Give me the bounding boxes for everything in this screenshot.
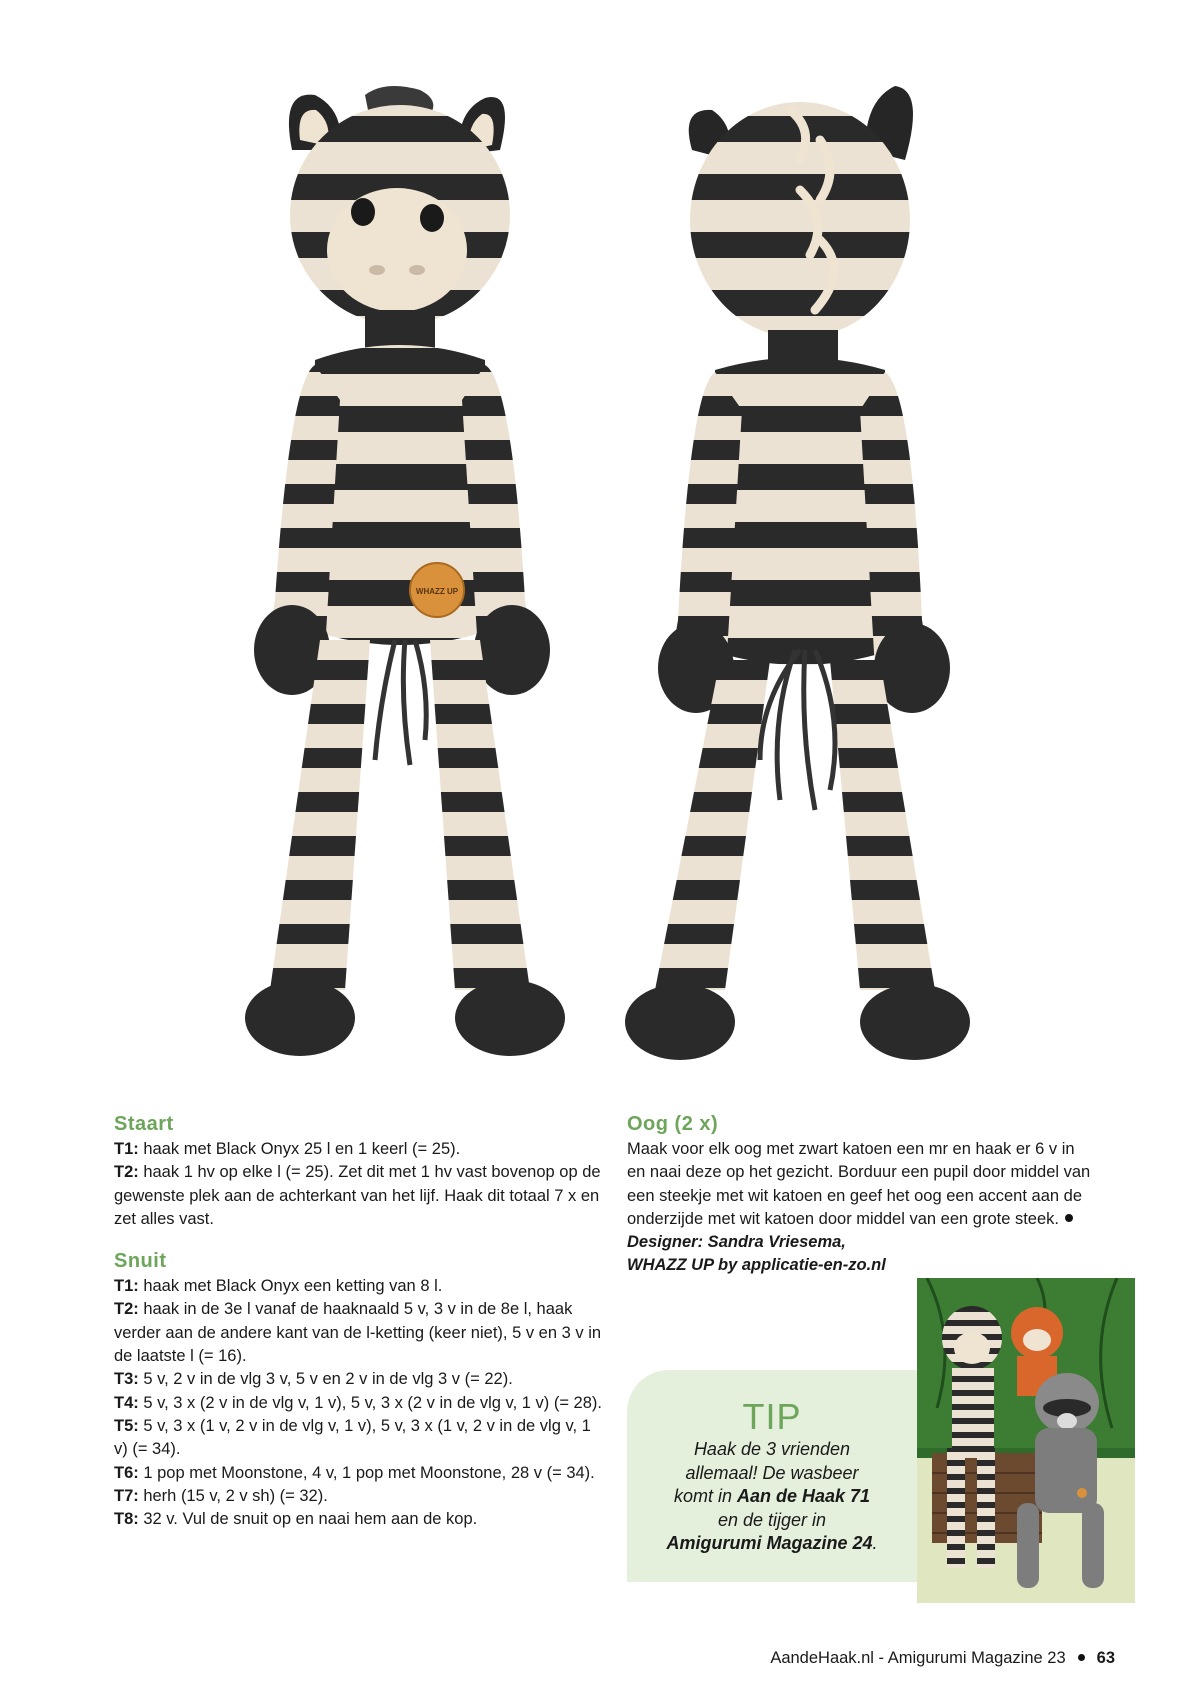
staart-t1: T1: haak met Black Onyx 25 l en 1 keerl (= 25). — [114, 1140, 461, 1158]
snuit-t4: T4: 5 v, 3 x (2 v in de vlg v, 1 v), 5 v, 3 x (2 v in de vlg v, 1 v) (= 28). — [114, 1393, 602, 1412]
end-bullet-icon — [1065, 1214, 1073, 1222]
footer-bullet-icon — [1078, 1654, 1085, 1661]
staart-t2: T2: haak 1 hv op elke l (= 25). Zet dit met 1 hv vast bovenop op de gewenste plek aan de achterkant van het lijf. Haak dit totaal 7 x en zet alles vast. — [114, 1163, 601, 1228]
friends-photo — [917, 1278, 1135, 1603]
left-column — [114, 1112, 604, 1531]
tip-box — [627, 1370, 917, 1582]
staart-heading: Staart — [114, 1113, 174, 1135]
footer-source: AandeHaak.nl - Amigurumi Magazine 23 — [770, 1649, 1066, 1667]
page-number: 63 — [1096, 1649, 1115, 1667]
zebra-back — [625, 86, 970, 1060]
snuit-t2: T2: haak in de 3e l vanaf de haaknaald 5 v, 3 v in de 8e l, haak verder aan de andere kant van de l-ketting (keer niet), 5 v en 3 v in de laatste l (= 16). — [114, 1300, 602, 1366]
tip-title: TIP — [742, 1396, 802, 1437]
page-footer — [770, 1649, 1115, 1668]
oog-text: Maak voor elk oog met zwart katoen een mr en haak er 6 v in en naai deze op het gezicht. Borduur een pupil door middel van een steekje met wit katoen en geef het oog een accent aan de onderzijde met wit katoen door middel van een grote steek. — [627, 1140, 1091, 1228]
designer-line-1: Designer: Sandra Vriesema, — [627, 1233, 846, 1252]
designer-line-2: WHAZZ UP by applicatie-en-zo.nl — [627, 1256, 886, 1275]
right-column — [627, 1112, 1097, 1278]
zebra-front — [245, 86, 565, 1056]
snuit-t1: T1: haak met Black Onyx een ketting van 8 l. — [114, 1277, 443, 1296]
snuit-t6: T6: 1 pop met Moonstone, 4 v, 1 pop met Moonstone, 28 v (= 34). — [114, 1463, 595, 1482]
snuit-t7: T7: herh (15 v, 2 v sh) (= 32). — [114, 1486, 328, 1505]
snuit-t5: T5: 5 v, 3 x (1 v, 2 v in de vlg v, 1 v), 5 v, 3 x (1 v, 2 v in de vlg v, 1 v) (= 34). — [114, 1416, 591, 1459]
snuit-heading: Snuit — [114, 1250, 167, 1273]
snuit-t3: T3: 5 v, 2 v in de vlg 3 v, 5 v en 2 v in de vlg 3 v (= 22). — [114, 1370, 513, 1389]
snuit-t8: T8: 32 v. Vul de snuit op en naai hem aan de kop. — [114, 1510, 478, 1529]
oog-heading: Oog (2 x) — [627, 1113, 719, 1135]
tip-text: Haak de 3 vrienden allemaal! De wasbeer komt in Aan de Haak 71 en de tijger in Amigurumi Magazine 24. — [666, 1439, 878, 1553]
button-label: WHAZZ UP — [415, 587, 459, 596]
